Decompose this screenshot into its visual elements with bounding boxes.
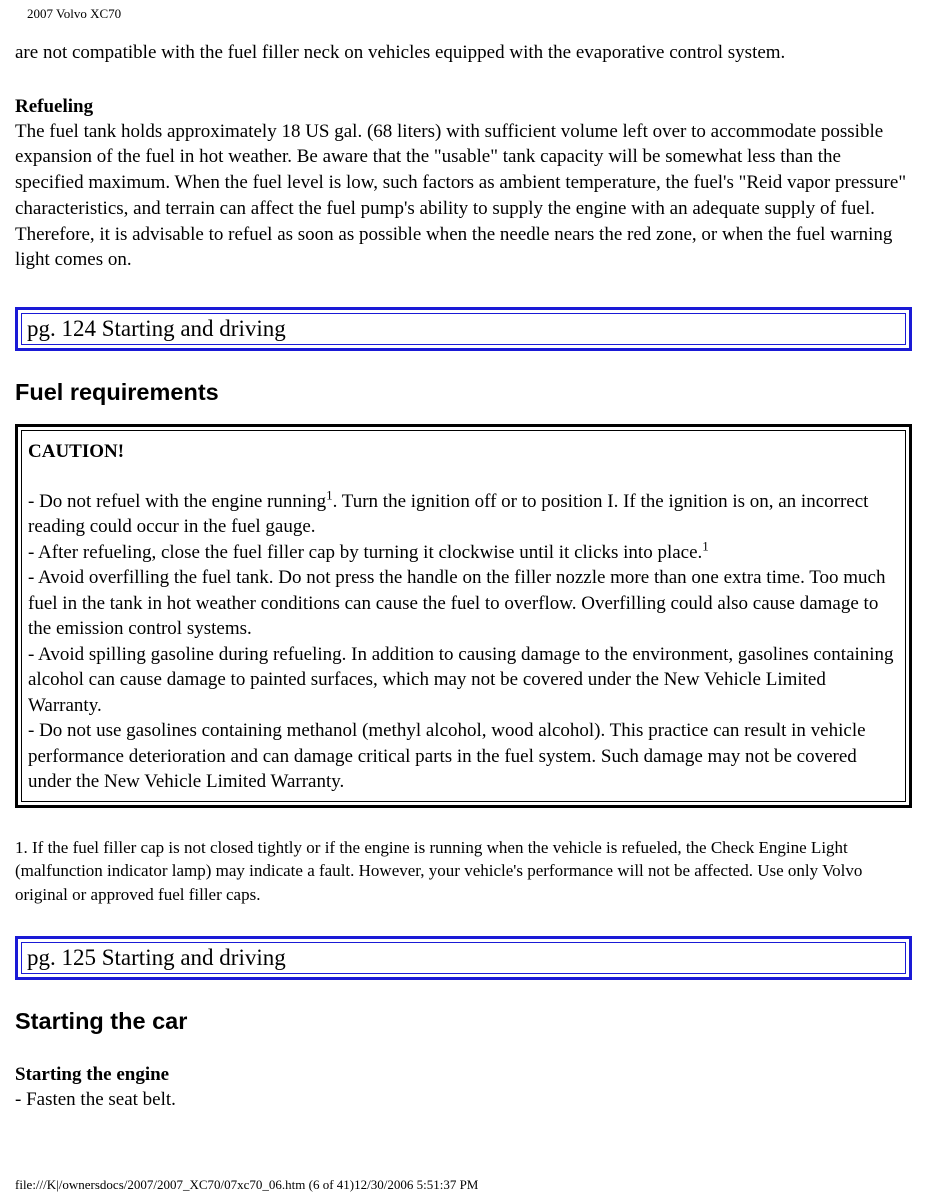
caution-box [15,424,912,808]
fuel-requirements-title: Fuel requirements [15,378,219,405]
starting-step-seat-belt: - Fasten the seat belt. [15,1089,176,1111]
caution-item-overfilling: - Avoid overfilling the fuel tank. Do not press the handle on the filler nozzle more than one extra time. Too much fuel in the tank in hot weather conditions can cause the fuel to overflow. Overfilling could also cause damage to the emission control systems. [28,567,886,640]
refueling-paragraph: The fuel tank holds approximately 18 US gal. (68 liters) with sufficient volume left over to accommodate possible expansion of the fuel in hot weather. Be aware that the "usable" tank capacity will be somewhat less than the specified maximum. When the fuel level is low, such factors as ambient temperature, the fuel's "Reid vapor pressure" characteristics, and terrain can affect the fuel pump's ability to supply the engine with an adequate supply of fuel. Therefore, it is advisable to refuel as soon as possible when the needle nears the red zone, or when the fuel warning light comes on. [15,120,907,271]
spacer [15,66,912,94]
footnote: 1. If the fuel filler cap is not closed tightly or if the engine is running when the vehicle is refueled, the Check Engine Light (malfunction indicator lamp) may indicate a fault. However, your vehicle's performance will not be affected. Use only Volvo original or approved fuel filler caps. [15,837,863,904]
caution-item-filler-cap [28,540,899,566]
caution-item-text: . Turn the ignition off or to position I. If the ignition is on, an incorrect reading could occur in the fuel gauge. [28,490,869,538]
spacer [28,464,899,489]
starting-engine-heading: Starting the engine [15,1064,170,1086]
spacer [15,273,912,307]
page-banner-125 [15,936,912,980]
page-banner-label: pg. 125 Starting and driving [21,942,906,974]
page-content [15,40,912,1113]
spacer [15,351,912,378]
footnote-ref: 1 [702,538,709,554]
footnote-ref: 1 [326,487,333,503]
footer-file-url: file:///K|/ownersdocs/2007/2007_XC70/07xc70_06.htm (6 of 41)12/30/2006 5:51:37 PM [15,1177,479,1192]
spacer [15,406,912,424]
page-banner-124 [15,307,912,351]
caution-item-text: - After refueling, close the fuel filler cap by turning it clockwise until it clicks into place. [28,541,703,563]
caution-title: CAUTION! [28,440,125,462]
caution-item-engine-running [28,489,899,540]
caution-item-methanol: - Do not use gasolines containing methanol (methyl alcohol, wood alcohol). This practice can result in vehicle performance deterioration and can damage critical parts in the fuel system. Such damage may not be covered under the New Vehicle Limited Warranty. [28,720,866,793]
spacer [15,808,912,836]
page-banner-label: pg. 124 Starting and driving [21,313,906,345]
intro-paragraph: are not compatible with the fuel filler neck on vehicles equipped with the evaporative control system. [15,42,786,63]
caution-item-spilling: - Avoid spilling gasoline during refueling. In addition to causing damage to the environment, gasolines containing alcohol can cause damage to painted surfaces, which may not be covered under the New Vehicle Limited Warranty. [28,643,894,716]
spacer [15,980,912,1007]
caution-item-text: - Do not refuel with the engine running [28,490,327,512]
refueling-heading: Refueling [15,95,94,117]
spacer [15,1035,912,1062]
spacer [15,906,912,936]
document-header-title: 2007 Volvo XC70 [27,6,122,21]
caution-box-inner [21,430,906,802]
starting-car-title: Starting the car [15,1008,188,1035]
